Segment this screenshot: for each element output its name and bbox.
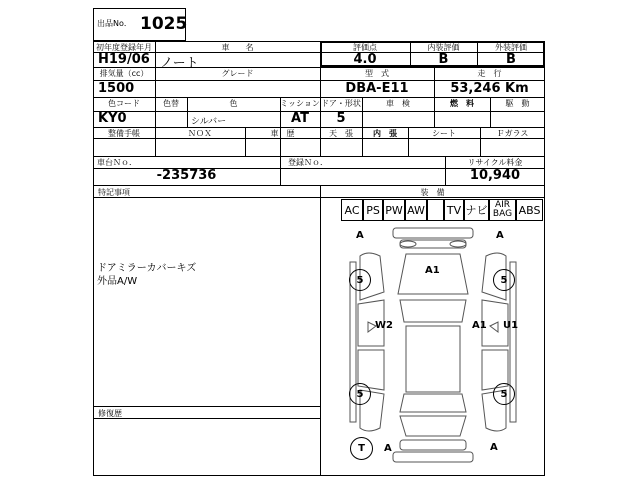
score-value: 4.0 xyxy=(353,52,377,67)
lot-number-box xyxy=(93,8,186,41)
repair-history-label: 修復歴 xyxy=(98,409,122,418)
exterior-score-label: 外装評価 xyxy=(495,43,527,52)
glass-label: Ｆガラス xyxy=(496,129,529,138)
notes-label: 特記事項 xyxy=(98,188,130,197)
interior-trim-label: 内 張 xyxy=(373,129,397,138)
color-code-label: 色コード xyxy=(108,99,140,108)
equip-ac: AC xyxy=(341,199,363,221)
interior-score-value: B xyxy=(438,52,449,67)
displacement-value: 1500 xyxy=(98,81,135,96)
color-code-value: KY0 xyxy=(98,111,127,126)
mark-bottom-t: T xyxy=(350,437,373,460)
model-label: 型 式 xyxy=(365,69,389,78)
year-label: 初年度登録年月 xyxy=(96,43,152,52)
mission-label: ミッション xyxy=(280,99,320,108)
recycle-fee-value: 10,940 xyxy=(469,168,521,183)
registration-label: 登録Ｎｏ． xyxy=(288,158,328,167)
car-name-value: ノート xyxy=(160,56,199,71)
mark-door-left: W2 xyxy=(375,320,393,331)
year-value: H19/06 xyxy=(98,52,150,67)
mark-rear-fender-right: 5 xyxy=(493,383,515,405)
recycle-fee-label: リサイクル料金 xyxy=(467,158,523,167)
equip-blank xyxy=(427,199,444,221)
mark-bottom-a-left: A xyxy=(384,443,392,454)
color-change-label: 色替 xyxy=(163,99,179,108)
seat-label: シート xyxy=(432,129,456,138)
drive-label: 駆 動 xyxy=(505,99,530,108)
score-label: 評価点 xyxy=(353,43,377,52)
mark-fender-left: 5 xyxy=(349,269,371,291)
mark-door-right: A1 xyxy=(472,320,487,331)
lot-number-value: 1025 xyxy=(140,14,188,34)
equip-pw: PW xyxy=(383,199,405,221)
roof-label: 天 張 xyxy=(329,129,353,138)
equip-airbag xyxy=(489,199,516,221)
displacement-label: 排気量（cc） xyxy=(99,69,149,78)
equipment-label: 装 備 xyxy=(420,188,445,197)
car-damage-diagram xyxy=(320,222,545,476)
chassis-value: -235736 xyxy=(156,168,217,183)
equip-aw: AW xyxy=(405,199,427,221)
notes-line-1: ドアミラーカバーキズ xyxy=(97,263,197,274)
mark-hood: A1 xyxy=(425,265,440,276)
doors-label: ドア・形状 xyxy=(321,99,361,108)
doors-value: 5 xyxy=(336,111,346,126)
equip-abs: ABS xyxy=(516,199,543,221)
equip-navi: ナビ xyxy=(464,199,489,221)
mark-door-right-u: U1 xyxy=(503,320,519,331)
equip-airbag-label: AIR BAG xyxy=(492,200,513,219)
equip-ps: PS xyxy=(363,199,383,221)
mark-front-left: A xyxy=(356,230,364,241)
interior-score-label: 内装評価 xyxy=(427,43,460,52)
chassis-label: 車台Ｎｏ． xyxy=(97,158,137,167)
notes-line-2: 外品A/W xyxy=(97,276,138,287)
history-label: 車 歴 xyxy=(270,129,295,138)
equip-tv: TV xyxy=(444,199,464,221)
mark-rear-fender-left: 5 xyxy=(349,383,371,405)
mark-front-right: A xyxy=(496,230,504,241)
mileage-label: 走 行 xyxy=(477,69,502,78)
mission-value: AT xyxy=(291,111,309,126)
fuel-label: 燃 料 xyxy=(450,99,474,108)
mileage-value: 53,246 Km xyxy=(450,81,529,96)
car-name-label: 車 名 xyxy=(221,43,254,52)
exterior-score-value: B xyxy=(506,52,516,67)
color-value: シルバー xyxy=(191,117,227,127)
grade-label: グレード xyxy=(221,69,254,78)
color-label: 色 xyxy=(229,99,238,108)
nox-label: ＮＯＸ xyxy=(188,129,212,138)
mark-bottom-a-right: A xyxy=(490,442,498,453)
lot-number-label: 出品No． xyxy=(97,19,132,28)
inspection-label: 車 検 xyxy=(386,99,410,108)
model-value: DBA-E11 xyxy=(345,81,409,96)
mark-fender-right: 5 xyxy=(493,269,515,291)
manual-label: 整備手帳 xyxy=(108,129,140,138)
